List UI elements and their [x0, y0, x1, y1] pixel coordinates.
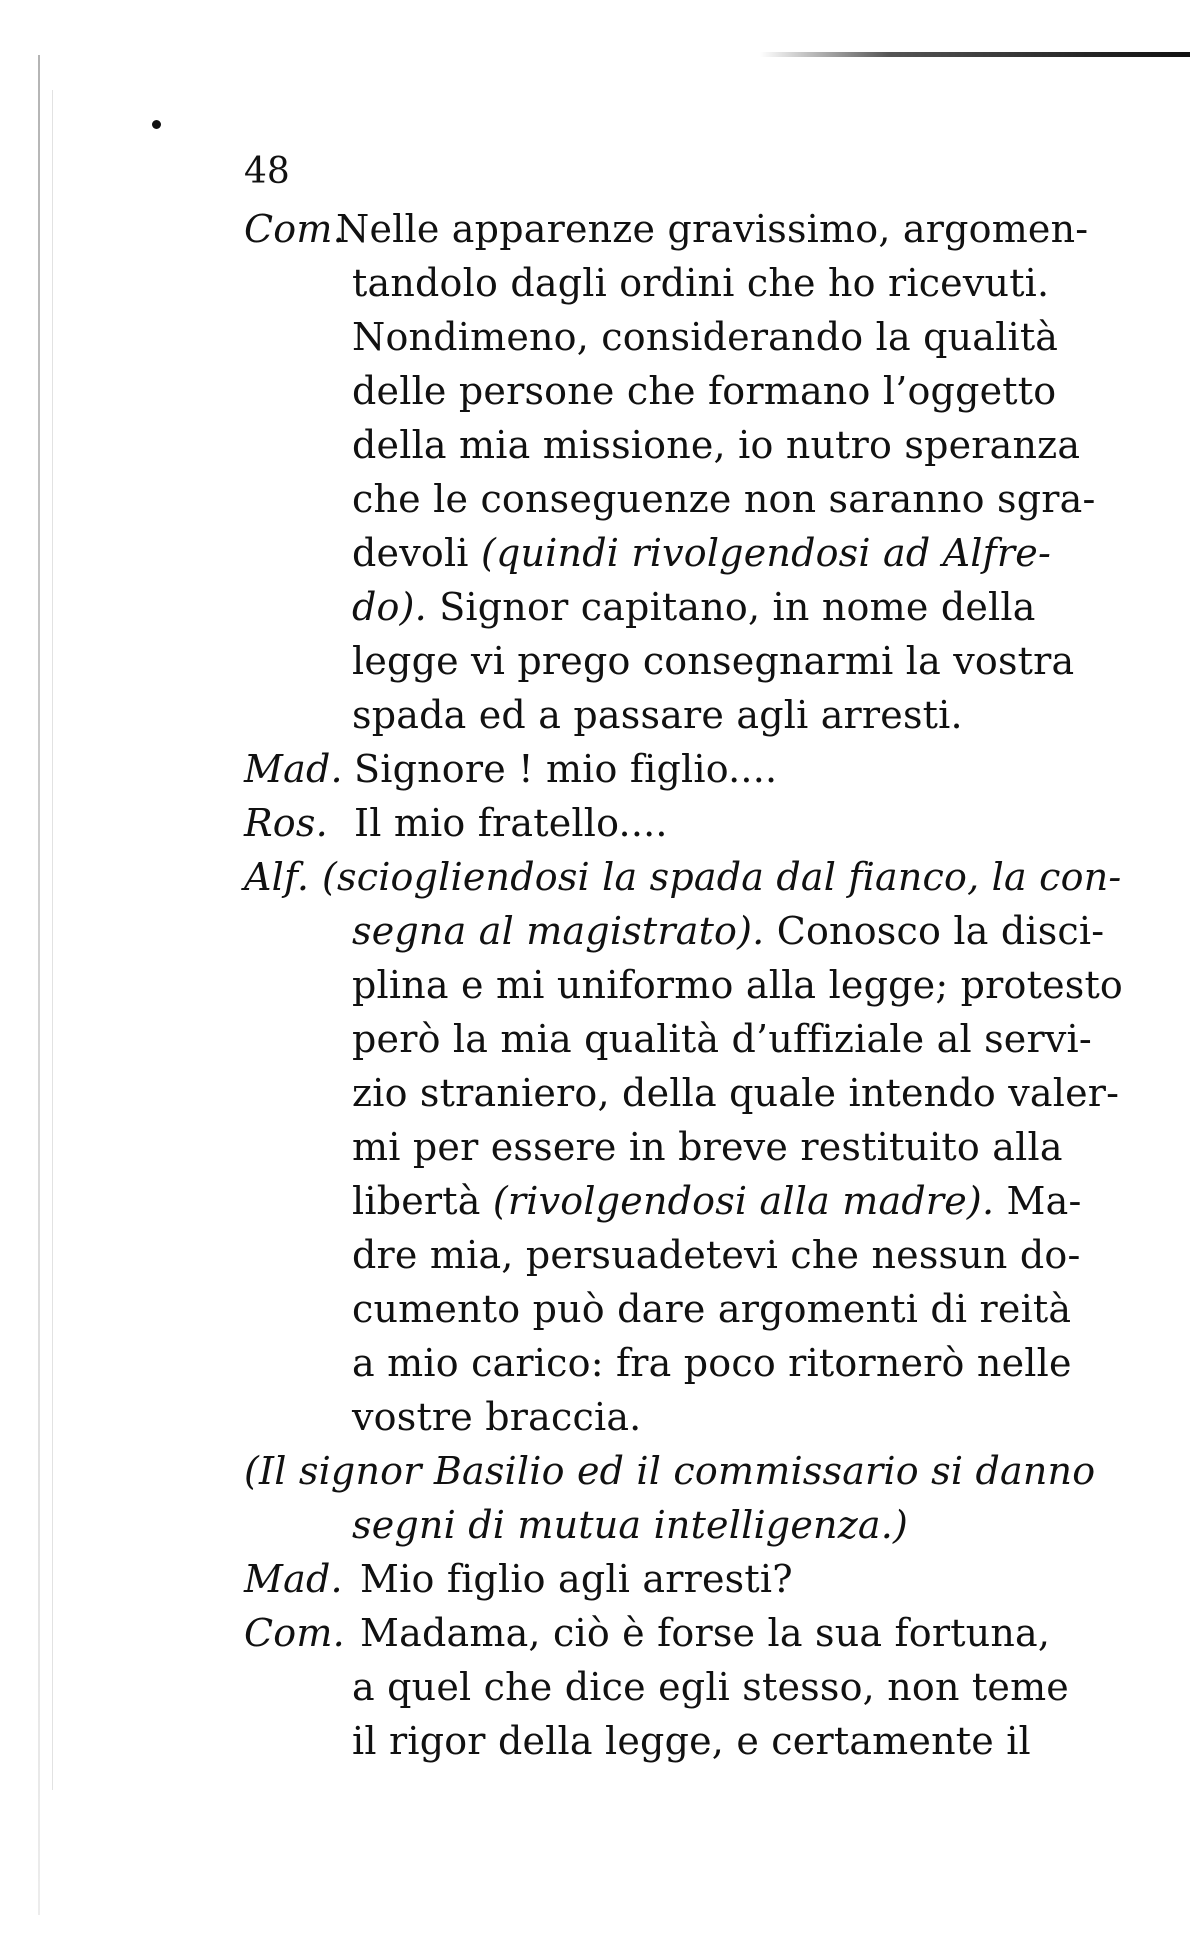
line-text: a mio carico: fra poco ritornerò nelle	[352, 1341, 1072, 1385]
line-text: Signor capitano, in nome della	[426, 585, 1036, 629]
line-text: Mio figlio agli arresti?	[360, 1557, 793, 1601]
speaker-label: Com.	[244, 207, 345, 251]
text-line	[352, 420, 1080, 470]
line-text: Madama, ciò è forse la sua fortuna,	[360, 1611, 1051, 1655]
stage-direction: (quindi rivolgendosi ad Alfre-	[480, 531, 1052, 575]
line-text: cumento può dare argomenti di reità	[352, 1287, 1072, 1331]
text-line	[352, 636, 1074, 686]
text-line	[352, 528, 1051, 578]
speaker-label: Alf.	[244, 855, 310, 899]
stage-direction-line	[352, 1500, 908, 1550]
text-line	[352, 582, 1036, 632]
stage-direction: (sciogliendosi la spada dal fianco, la con-	[322, 855, 1122, 899]
text-line	[352, 906, 1104, 956]
line-text: vostre braccia.	[352, 1395, 642, 1439]
line-text: che le conseguenze non saranno sgra-	[352, 477, 1096, 521]
ink-dot	[152, 120, 161, 129]
page-number: 48	[244, 151, 290, 192]
scan-edge-shadow	[38, 55, 40, 1915]
line-text: Nondimeno, considerando la qualità	[352, 315, 1059, 359]
line-text: però la mia qualità d’uffiziale al servi-	[352, 1017, 1092, 1061]
text-line	[352, 1068, 1119, 1118]
speaker-label: Com.	[244, 1611, 345, 1655]
stage-direction: (rivolgendosi alla madre).	[492, 1179, 995, 1223]
text-line	[352, 474, 1096, 524]
line-text: a quel che dice egli stesso, non teme	[352, 1665, 1069, 1709]
scan-top-rule	[760, 52, 1190, 57]
text-line	[352, 1176, 1082, 1226]
stage-direction-line	[244, 1446, 1095, 1496]
line-text: dre mia, persuadetevi che nessun do-	[352, 1233, 1081, 1277]
speaker-label: Ros.	[244, 801, 328, 845]
line-text: Ma-	[994, 1179, 1082, 1223]
text-line	[352, 366, 1056, 416]
text-line	[352, 1230, 1081, 1280]
line-text: della mia missione, io nutro speranza	[352, 423, 1081, 467]
text-line	[352, 1662, 1069, 1712]
text-line	[352, 1122, 1063, 1172]
scan-edge-line	[52, 90, 53, 1790]
text-line	[352, 690, 963, 740]
text-line	[352, 1284, 1071, 1334]
line-text: devoli	[352, 531, 481, 575]
line-text: mi per essere in breve restituito alla	[352, 1125, 1063, 1169]
line-text: plina e mi uniformo alla legge; protesto	[352, 963, 1124, 1007]
stage-direction: do).	[352, 585, 427, 629]
stage-direction: segni di mutua intelligenza.)	[352, 1503, 909, 1547]
line-text: delle persone che formano l’oggetto	[352, 369, 1057, 413]
text-line	[352, 1014, 1092, 1064]
line-text: Signore ! mio figlio....	[354, 747, 778, 791]
line-text: Conosco la disci-	[764, 909, 1105, 953]
line-text: legge vi prego consegnarmi la vostra	[352, 639, 1075, 683]
text-line	[352, 1716, 1031, 1766]
text-line	[352, 258, 1049, 308]
line-text: zio straniero, della quale intendo valer-	[352, 1071, 1120, 1115]
line-text: tandolo dagli ordini che ho ricevuti.	[352, 261, 1050, 305]
speaker-label: Mad.	[244, 1557, 343, 1601]
line-text: spada ed a passare agli arresti.	[352, 693, 963, 737]
text-line	[352, 960, 1123, 1010]
line-text: libertà	[352, 1179, 493, 1223]
stage-direction: segna al magistrato).	[352, 909, 765, 953]
line-text: il rigor della legge, e certamente il	[352, 1719, 1031, 1763]
text-line	[352, 1338, 1072, 1388]
line-text: Nelle apparenze gravissimo, argomen-	[336, 207, 1089, 251]
text-line	[352, 312, 1058, 362]
speaker-label: Mad.	[244, 747, 343, 791]
line-text: Il mio fratello....	[354, 801, 668, 845]
text-line	[352, 1392, 641, 1442]
stage-direction: (Il signor Basilio ed il commissario si danno	[244, 1449, 1096, 1493]
